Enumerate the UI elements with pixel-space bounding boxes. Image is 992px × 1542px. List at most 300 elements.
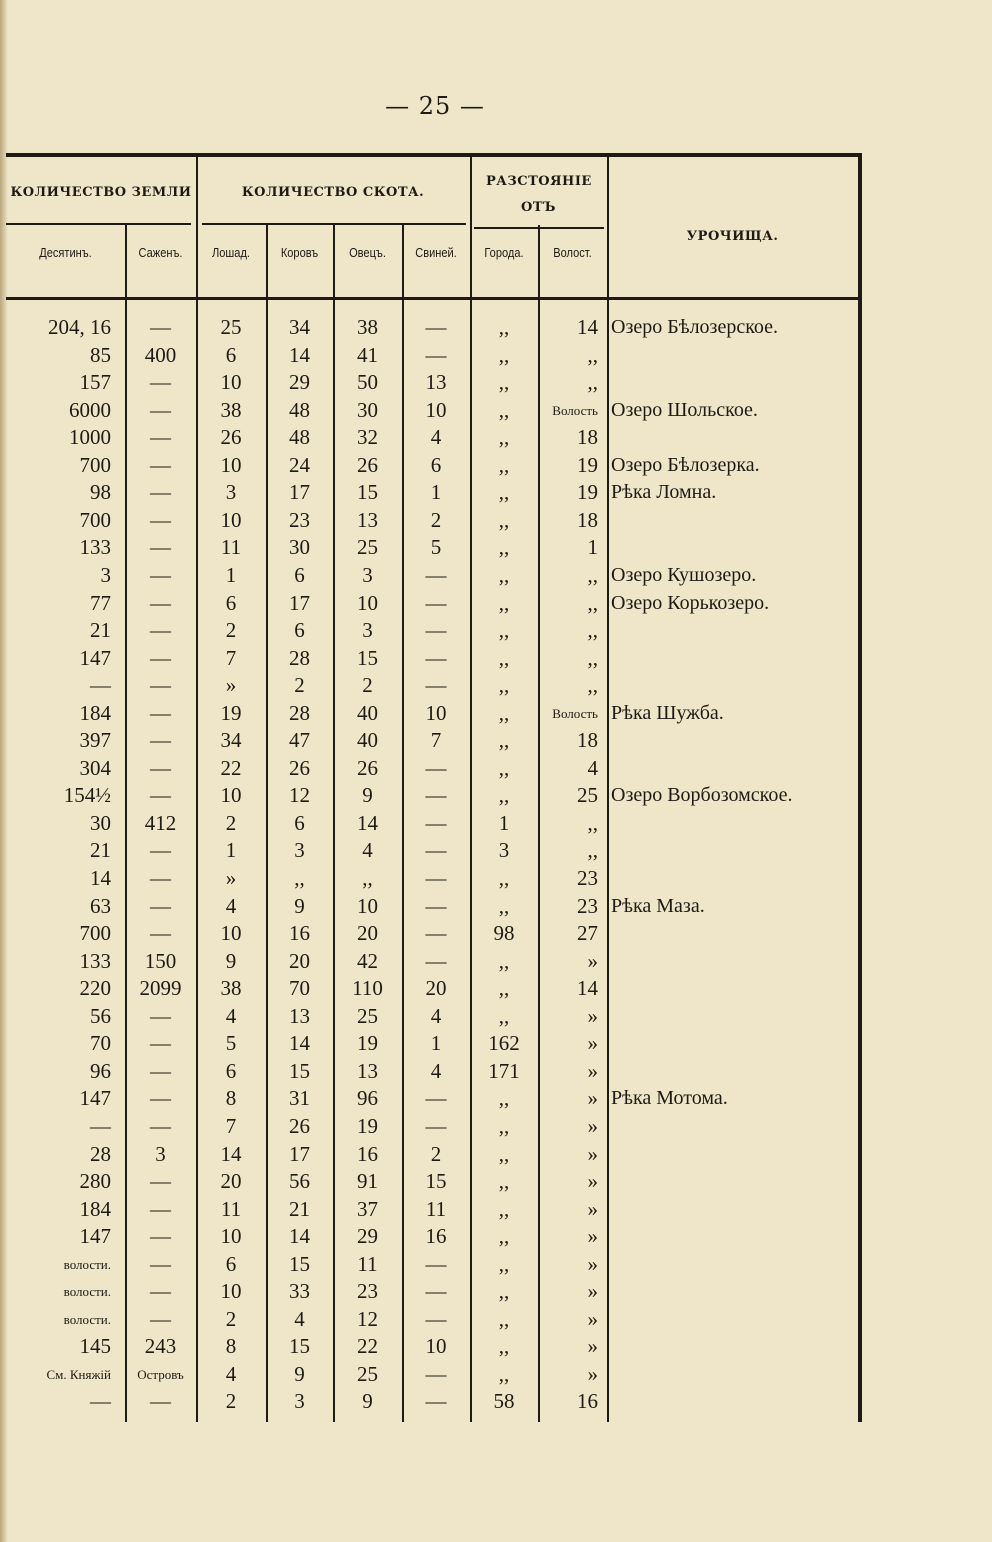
cell-pigs: — [425, 866, 447, 890]
cell-volost-distance: » [587, 1306, 598, 1331]
table-row [6, 837, 858, 865]
cell-horses: 2 [225, 810, 237, 835]
cell-city-distance: ,, [498, 948, 510, 973]
cell-cows: 13 [289, 1003, 310, 1028]
cell-sheep: 30 [357, 397, 378, 422]
cell-tract [611, 1196, 856, 1224]
cell-sazhen: 400 [144, 342, 177, 367]
cell-horses: 22 [220, 755, 242, 780]
cell-pigs: — [425, 1251, 447, 1276]
cell-sazhen: — [150, 507, 171, 532]
cell-sheep: 26 [357, 452, 378, 477]
cell-sazhen: — [150, 425, 171, 450]
table-row [6, 479, 858, 507]
table-row [6, 810, 858, 838]
cell-tract [611, 1333, 856, 1361]
cell-cows: 23 [289, 507, 310, 532]
cell-horses: 11 [220, 1196, 242, 1221]
cell-pigs: — [425, 755, 447, 780]
cell-sheep: 41 [357, 342, 378, 367]
col-header-horses: Лошад. [212, 245, 250, 260]
cell-sheep: 29 [357, 1224, 378, 1249]
cell-city-distance: ,, [498, 1361, 510, 1386]
cell-desyatin: 1000 [69, 425, 111, 450]
cell-pigs: — [425, 838, 447, 863]
cell-horses: 26 [220, 425, 242, 450]
cell-horses: » [225, 673, 237, 698]
cell-cows: 24 [289, 452, 310, 477]
cell-pigs: 15 [425, 1169, 447, 1194]
cell-cows: 56 [289, 1169, 310, 1194]
cell-volost-distance: ,, [587, 618, 598, 643]
cell-tract [611, 1141, 856, 1169]
cell-sheep: ,, [362, 866, 373, 890]
cell-pigs: 4 [430, 1058, 442, 1083]
cell-tract: Озеро Кушозеро. [611, 563, 757, 586]
cell-cows: 6 [294, 562, 305, 587]
cell-cows: 16 [289, 921, 310, 946]
cell-sazhen: 2099 [139, 976, 182, 1001]
col-header-sheep: Овецъ. [349, 245, 386, 260]
cell-sazhen: 150 [144, 948, 177, 973]
cell-cows: 48 [289, 425, 310, 450]
cell-pigs: 5 [430, 535, 442, 560]
cell-volost-distance: ,, [587, 838, 598, 863]
table-row [6, 1251, 858, 1279]
cell-tract: Озеро Бѣлозерка. [611, 453, 760, 476]
cell-volost-distance: » [587, 1196, 598, 1221]
cell-horses: 2 [225, 1389, 237, 1414]
cell-pigs: 1 [430, 1031, 442, 1056]
cell-desyatin: 204, 16 [48, 315, 111, 339]
cell-pigs: 10 [425, 397, 447, 422]
cell-horses: 4 [225, 1003, 237, 1028]
cell-tract [611, 975, 856, 1003]
cell-pigs: 4 [430, 1003, 442, 1028]
cell-tract [611, 1223, 856, 1251]
cell-cows: 4 [294, 1306, 305, 1331]
cell-cows: 31 [289, 1086, 310, 1111]
cell-desyatin: 70 [90, 1031, 111, 1056]
cell-desyatin: 700 [79, 452, 111, 477]
col-header-city: Города. [484, 245, 524, 260]
table-row [6, 1003, 858, 1031]
cell-cows: 3 [294, 1389, 305, 1414]
table-row [6, 1196, 858, 1224]
cell-cows: 6 [294, 618, 305, 643]
cell-desyatin: 14 [90, 866, 111, 890]
cell-sheep: 10 [357, 590, 378, 615]
col-header-sazhen: Саженъ. [138, 245, 183, 260]
cell-volost-distance: » [587, 1279, 598, 1304]
cell-sheep: 15 [357, 645, 378, 670]
cell-cows: 2 [294, 673, 305, 698]
cell-desyatin: 154½ [63, 783, 111, 808]
table-row [6, 755, 858, 783]
cell-city-distance: ,, [498, 480, 510, 505]
col-header-cows: Коровъ [280, 245, 319, 260]
cell-volost-distance: » [587, 1141, 598, 1166]
cell-sheep: 26 [357, 755, 378, 780]
cell-sazhen: — [150, 480, 171, 505]
cell-horses: 10 [220, 921, 242, 946]
col-header-pigs: Свиней. [415, 245, 457, 260]
cell-cows: 15 [289, 1251, 310, 1276]
cell-sazhen: — [150, 1031, 171, 1056]
table-row [6, 782, 858, 810]
cell-desyatin: 220 [79, 976, 111, 1001]
cell-sazhen: — [150, 673, 171, 698]
cell-desyatin: 6000 [69, 397, 111, 422]
cell-sazhen: — [150, 562, 171, 587]
cell-volost-distance: 18 [577, 728, 598, 753]
cell-cows: 30 [289, 535, 310, 560]
cell-cows: 28 [289, 645, 310, 670]
cell-desyatin: 157 [79, 370, 111, 395]
table-row [6, 1388, 858, 1416]
cell-sazhen: — [150, 838, 171, 863]
cell-desyatin: 304 [79, 755, 111, 780]
cell-cows: 3 [294, 838, 305, 863]
cell-volost-distance: 19 [577, 452, 598, 477]
cell-city-distance: ,, [498, 1279, 510, 1304]
cell-sazhen: — [150, 1196, 171, 1221]
cell-horses: 8 [225, 1086, 237, 1111]
cell-pigs: 1 [430, 480, 442, 505]
cell-volost-distance: 27 [577, 921, 598, 946]
cell-sazhen: — [150, 1224, 171, 1249]
cell-sheep: 40 [357, 700, 378, 725]
cell-sazhen: — [150, 397, 171, 422]
table-row [6, 948, 858, 976]
table-row [6, 700, 858, 728]
cell-cows: 28 [289, 700, 310, 725]
cell-volost-distance: ,, [587, 342, 598, 367]
cell-volost-distance: 14 [577, 315, 598, 339]
cell-city-distance: 58 [493, 1389, 515, 1414]
cell-horses: 10 [220, 1224, 242, 1249]
cell-city-distance: ,, [498, 590, 510, 615]
cell-tract [611, 424, 856, 452]
cell-sazhen: — [150, 755, 171, 780]
cell-sazhen: — [150, 1389, 171, 1414]
cell-horses: 20 [220, 1169, 242, 1194]
cell-city-distance: ,, [498, 425, 510, 450]
cell-city-distance: ,, [498, 315, 510, 339]
cell-sazhen: — [150, 783, 171, 808]
cell-tract [611, 1278, 856, 1306]
cell-pigs: 11 [425, 1196, 447, 1221]
cell-pigs: — [425, 645, 447, 670]
cell-city-distance: ,, [498, 755, 510, 780]
cell-desyatin: 147 [79, 1086, 111, 1111]
cell-sheep: 110 [352, 976, 383, 1001]
cell-sazhen: — [150, 1306, 171, 1331]
cell-pigs: — [425, 590, 447, 615]
cell-pigs: — [425, 948, 447, 973]
table-row [6, 1361, 858, 1389]
cell-volost-distance: » [587, 1334, 598, 1359]
table-row [6, 397, 858, 425]
cell-sazhen: — [150, 921, 171, 946]
table-row [6, 893, 858, 921]
cell-desyatin: 184 [79, 700, 111, 725]
cell-sheep: 19 [357, 1031, 378, 1056]
cell-sheep: 22 [357, 1334, 378, 1359]
cell-sheep: 13 [357, 1058, 378, 1083]
cell-pigs: 4 [430, 425, 442, 450]
cell-sheep: 20 [357, 921, 378, 946]
cell-pigs: 16 [425, 1224, 447, 1249]
cell-sheep: 3 [362, 618, 373, 643]
cell-horses: 7 [225, 1113, 237, 1138]
statistics-table [6, 153, 862, 1422]
cell-horses: 38 [220, 976, 242, 1001]
col-header-volost: Волост. [553, 245, 592, 260]
cell-cows: ,, [294, 866, 305, 890]
cell-desyatin: 145 [79, 1334, 111, 1359]
cell-horses: 10 [220, 1279, 242, 1304]
cell-desyatin: — [90, 1389, 111, 1414]
cell-volost-distance: 25 [577, 783, 598, 808]
cell-cows: 17 [289, 480, 310, 505]
header-tracts: УРОЧИЩА. [686, 229, 779, 244]
cell-volost-distance: 19 [577, 480, 598, 505]
cell-volost-distance: 16 [577, 1389, 598, 1414]
cell-sazhen: — [150, 1086, 171, 1111]
table-row [6, 1085, 858, 1113]
cell-pigs: 6 [430, 452, 442, 477]
cell-cows: 17 [289, 590, 310, 615]
cell-city-distance: ,, [498, 1003, 510, 1028]
cell-horses: 6 [225, 342, 237, 367]
cell-sazhen: — [150, 618, 171, 643]
page-number: — 25 — [385, 92, 485, 120]
cell-pigs: — [425, 810, 447, 835]
cell-volost-distance: 14 [577, 976, 598, 1001]
cell-city-distance: ,, [498, 1141, 510, 1166]
cell-city-distance: ,, [498, 535, 510, 560]
cell-volost-distance: 18 [577, 507, 598, 532]
header-distance: РАЗСТОЯНІЕ ОТЪ [486, 174, 592, 215]
table-row [6, 452, 858, 480]
cell-volost-distance: ,, [587, 562, 598, 587]
cell-sheep: 13 [357, 507, 378, 532]
cell-city-distance: ,, [498, 673, 510, 698]
cell-city-distance: 98 [493, 921, 515, 946]
header-land: КОЛИЧЕСТВО ЗЕМЛИ [10, 185, 192, 200]
cell-sheep: 42 [357, 948, 378, 973]
cell-desyatin: 77 [90, 590, 111, 615]
cell-sazhen: — [150, 893, 171, 918]
cell-horses: 10 [220, 783, 242, 808]
cell-horses: 34 [220, 728, 242, 753]
cell-city-distance: 3 [498, 838, 510, 863]
cell-city-distance: ,, [498, 397, 510, 422]
cell-city-distance: ,, [498, 728, 510, 753]
cell-cows: 15 [289, 1058, 310, 1083]
cell-horses: » [225, 866, 237, 890]
cell-desyatin: 96 [90, 1058, 111, 1083]
cell-horses: 10 [220, 507, 242, 532]
cell-cows: 47 [289, 728, 310, 753]
cell-cows: 14 [289, 1031, 310, 1056]
cell-horses: 8 [225, 1334, 237, 1359]
cell-volost-distance: 23 [577, 866, 598, 890]
cell-tract [611, 1058, 856, 1086]
cell-pigs: — [425, 1279, 447, 1304]
cell-volost-distance: » [587, 1169, 598, 1194]
cell-pigs: — [425, 618, 447, 643]
cell-horses: 6 [225, 590, 237, 615]
cell-desyatin: 21 [90, 838, 111, 863]
cell-city-distance: ,, [498, 1224, 510, 1249]
table-row [6, 1278, 858, 1306]
cell-desyatin: волости. [63, 1256, 111, 1272]
cell-volost-distance: » [587, 948, 598, 973]
cell-volost-distance: 23 [577, 893, 598, 918]
cell-horses: 3 [225, 480, 237, 505]
cell-cows: 26 [289, 1113, 310, 1138]
cell-tract [611, 342, 856, 370]
cell-horses: 19 [220, 700, 242, 725]
cell-city-distance: ,, [498, 866, 510, 890]
table-row [6, 1168, 858, 1196]
cell-sheep: 3 [362, 562, 373, 587]
cell-desyatin: волости. [63, 1284, 111, 1300]
header-divider [6, 223, 191, 225]
cell-city-distance: 1 [498, 810, 510, 835]
table-row [6, 507, 858, 535]
cell-tract [611, 810, 856, 838]
cell-pigs: 10 [425, 1334, 447, 1359]
table-row [6, 342, 858, 370]
table-row [6, 920, 858, 948]
cell-sazhen: — [150, 1058, 171, 1083]
cell-desyatin: 184 [79, 1196, 111, 1221]
cell-tract: Озеро Корькозеро. [611, 591, 770, 614]
cell-sheep: 32 [357, 425, 378, 450]
cell-desyatin: 700 [79, 507, 111, 532]
cell-horses: 6 [225, 1058, 237, 1083]
table-row [6, 1030, 858, 1058]
cell-horses: 1 [225, 562, 237, 587]
cell-sheep: 40 [357, 728, 378, 753]
cell-tract [611, 369, 856, 397]
cell-horses: 10 [220, 452, 242, 477]
cell-pigs: 13 [425, 370, 447, 395]
cell-pigs: — [425, 1389, 447, 1414]
table-row [6, 645, 858, 673]
cell-tract [611, 1113, 856, 1141]
cell-city-distance: ,, [498, 1086, 510, 1111]
cell-pigs: — [425, 921, 447, 946]
cell-tract [611, 1030, 856, 1058]
cell-pigs: — [425, 673, 447, 698]
cell-sazhen: — [150, 1279, 171, 1304]
cell-pigs: — [425, 562, 447, 587]
cell-desyatin: 147 [79, 1224, 111, 1249]
cell-sheep: 16 [357, 1141, 378, 1166]
cell-cows: 9 [294, 1361, 305, 1386]
table-row [6, 562, 858, 590]
cell-sheep: 23 [357, 1279, 378, 1304]
cell-tract [611, 1388, 856, 1416]
table-row [6, 617, 858, 645]
cell-tract: Озеро Ворбозомское. [611, 784, 793, 807]
cell-sazhen: 3 [155, 1141, 166, 1166]
cell-sheep: 91 [357, 1169, 378, 1194]
cell-city-distance: ,, [498, 893, 510, 918]
cell-desyatin: 3 [100, 562, 111, 587]
cell-sazhen: Островъ [137, 1366, 184, 1382]
cell-desyatin: 56 [90, 1003, 111, 1028]
cell-desyatin: — [90, 1113, 111, 1138]
cell-desyatin: 133 [79, 535, 111, 560]
table-row [6, 727, 858, 755]
cell-cows: 26 [289, 755, 310, 780]
cell-tract [611, 1003, 856, 1031]
cell-desyatin: 85 [90, 342, 111, 367]
cell-cows: 14 [289, 342, 310, 367]
cell-pigs: 10 [425, 700, 447, 725]
cell-sheep: 96 [357, 1086, 378, 1111]
cell-volost-distance: ,, [587, 673, 598, 698]
cell-sazhen: — [150, 1113, 171, 1138]
cell-volost-distance: 1 [587, 535, 598, 560]
table-row [6, 534, 858, 562]
table-row [6, 1223, 858, 1251]
cell-tract [611, 1306, 856, 1334]
table-row [6, 975, 858, 1003]
table-row [6, 1113, 858, 1141]
cell-horses: 10 [220, 370, 242, 395]
cell-desyatin: 133 [79, 948, 111, 973]
cell-sazhen: — [150, 700, 171, 725]
cell-city-distance: ,, [498, 783, 510, 808]
cell-tract [611, 1361, 856, 1389]
cell-cows: 6 [294, 810, 305, 835]
cell-sazhen: — [150, 1003, 171, 1028]
cell-pigs: 7 [430, 728, 442, 753]
cell-tract [611, 1168, 856, 1196]
cell-sazhen: — [150, 1251, 171, 1276]
cell-sheep: 19 [357, 1113, 378, 1138]
cell-desyatin: 63 [90, 893, 111, 918]
cell-sheep: 12 [357, 1306, 378, 1331]
cell-sheep: 38 [357, 315, 378, 339]
cell-city-distance: ,, [498, 452, 510, 477]
cell-cows: 20 [289, 948, 310, 973]
table-row [6, 865, 858, 893]
cell-city-distance: ,, [498, 562, 510, 587]
cell-pigs: 2 [430, 1141, 442, 1166]
header-bottom-rule [6, 297, 858, 300]
cell-sheep: 11 [357, 1251, 378, 1276]
cell-sazhen: — [150, 535, 171, 560]
cell-volost-distance: ,, [587, 810, 598, 835]
cell-horses: 6 [225, 1251, 237, 1276]
cell-desyatin: См. Княжій [46, 1366, 111, 1382]
cell-sheep: 25 [357, 1003, 378, 1028]
cell-sheep: 25 [357, 535, 378, 560]
cell-pigs: — [425, 315, 447, 339]
cell-sheep: 2 [362, 673, 373, 698]
cell-sheep: 4 [362, 838, 373, 863]
cell-desyatin: — [90, 673, 111, 698]
cell-tract: Рѣка Ломна. [611, 481, 717, 504]
cell-sheep: 14 [357, 810, 378, 835]
